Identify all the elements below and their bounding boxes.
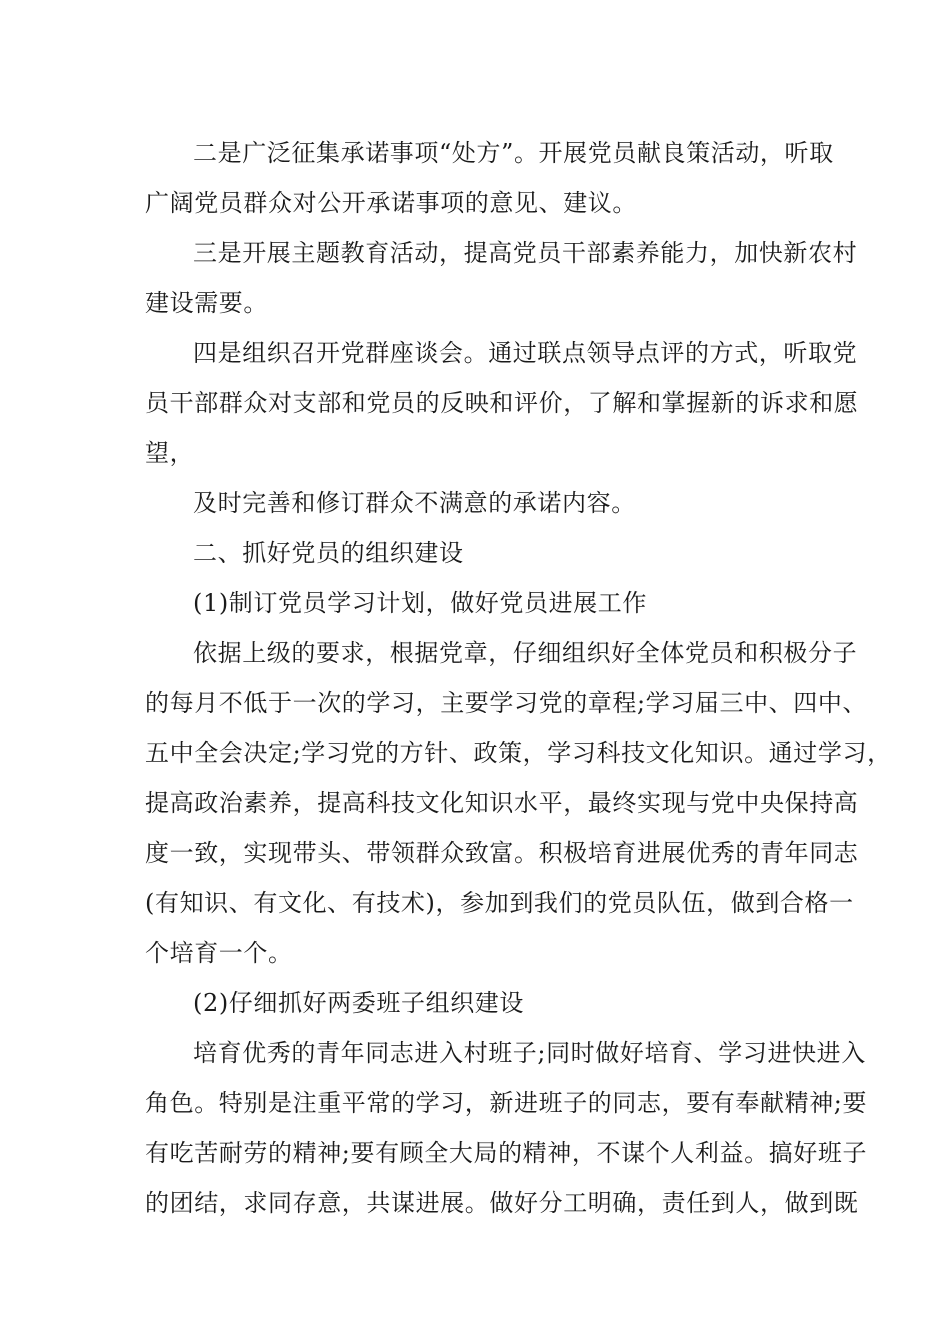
- text-line: 角色。特别是注重平常的学习，新进班子的同志，要有奉献精神;要: [145, 1089, 868, 1117]
- text-line: 三是开展主题教育活动，提高党员干部素养能力，加快新农村: [193, 239, 858, 267]
- text-line: 员干部群众对支部和党员的反映和评价，了解和掌握新的诉求和愿: [145, 389, 859, 417]
- text-line: 依据上级的要求，根据党章，仔细组织好全体党员和积极分子: [193, 639, 858, 667]
- text-line: 提高政治素养，提高科技文化知识水平，最终实现与党中央保持高: [145, 789, 859, 817]
- text-line: (有知识、有文化、有技术)，参加到我们的党员队伍，做到合格一: [145, 889, 854, 917]
- text-line: 二是广泛征集承诺事项“处方”。开展党员献良策活动，听取: [193, 139, 834, 167]
- text-line: 广阔党员群众对公开承诺事项的意见、建议。: [145, 189, 637, 217]
- text-line: 有吃苦耐劳的精神;要有顾全大局的精神，不谋个人利益。搞好班子: [145, 1139, 868, 1167]
- text-line: 建设需要。: [145, 289, 268, 317]
- text-line: 的每月不低于一次的学习，主要学习党的章程;学习届三中、四中、: [145, 689, 868, 717]
- text-line: 的团结，求同存意，共谋进展。做好分工明确，责任到人，做到既: [145, 1189, 859, 1217]
- section-heading: 二、抓好党员的组织建设: [193, 539, 464, 567]
- text-line: 五中全会决定;学习党的方针、政策，学习科技文化知识。通过学习，: [145, 739, 892, 767]
- text-line: 培育优秀的青年同志进入村班子;同时做好培育、学习进快进入: [193, 1039, 866, 1067]
- text-line: 四是组织召开党群座谈会。通过联点领导点评的方式，听取党: [193, 339, 858, 367]
- text-line: 及时完善和修订群众不满意的承诺内容。: [193, 489, 636, 517]
- subsection-heading: (1)制订党员学习计划，做好党员进展工作: [193, 589, 647, 617]
- subsection-heading: (2)仔细抓好两委班子组织建设: [193, 989, 524, 1017]
- text-line: 度一致，实现带头、带领群众致富。积极培育进展优秀的青年同志: [145, 839, 859, 867]
- text-line: 个培育一个。: [145, 939, 293, 967]
- text-line: 望，: [145, 439, 195, 467]
